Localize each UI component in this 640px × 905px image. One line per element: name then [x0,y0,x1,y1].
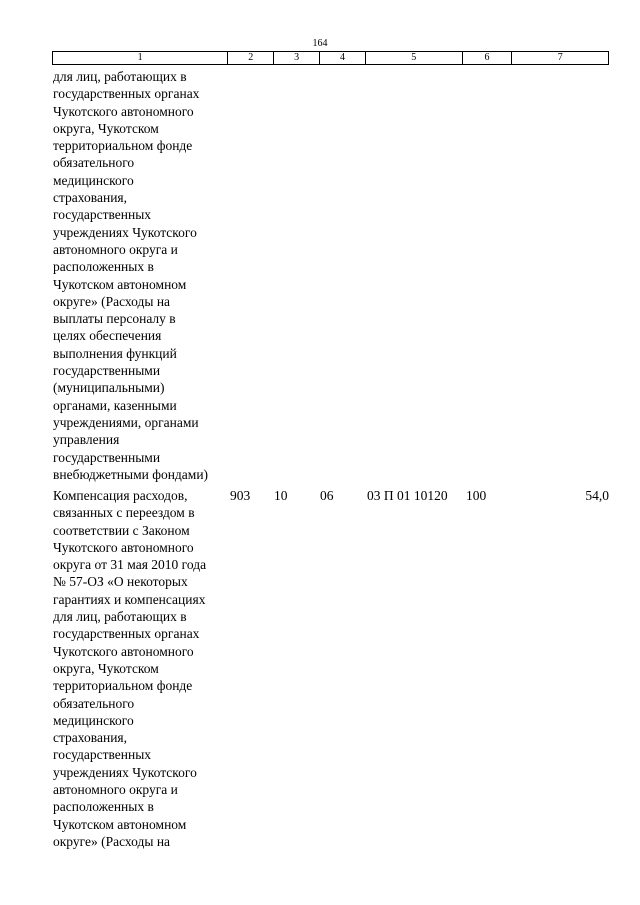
column-header-1: 1 [53,52,228,64]
page-number: 164 [312,38,328,49]
row-value-col6: 100 [466,488,487,503]
row-value-col4: 06 [320,488,334,503]
column-header-2: 2 [228,52,274,64]
row-name-text: Компенсация расходов, связанных с переездом в соответствии с Законом Чукотского автономного округа от 31 мая 2010 года № 57-ОЗ «О некоторых гарантиях и компенсациях для лиц, работающих в государственных органах Чукотского автономного округа, Чукотском территориальном фонде обязательного медицинского страхования, государственных учреждениях Чукотского автономного округа и расположенных в Чукотском автономном округе» (Расходы на [53,488,207,849]
column-header-4: 4 [320,52,366,64]
row-value-col2: 903 [230,488,251,503]
row-value-col3: 10 [274,488,288,503]
row-value-col5: 03 П 01 10120 [367,488,448,503]
continued-row-text: для лиц, работающих в государственных органах Чукотского автономного округа, Чукотском территориальном фонде обязательного медицинского страхования, государственных учреждениях Чукотского автономного округа и расположенных в Чукотском автономном округе» (Расходы на выплаты персоналу в целях обеспечения выполнения функций государственными (муниципальными) органами, казенными учреждениями, органами управления государственными внебюджетными фондами) [53,69,209,482]
column-header-5: 5 [366,52,463,64]
column-header-3: 3 [274,52,320,64]
column-header-7: 7 [557,52,563,63]
row-value-col7: 54,0 [585,488,609,503]
column-header-6: 6 [463,52,513,64]
table-header-row [52,51,609,65]
